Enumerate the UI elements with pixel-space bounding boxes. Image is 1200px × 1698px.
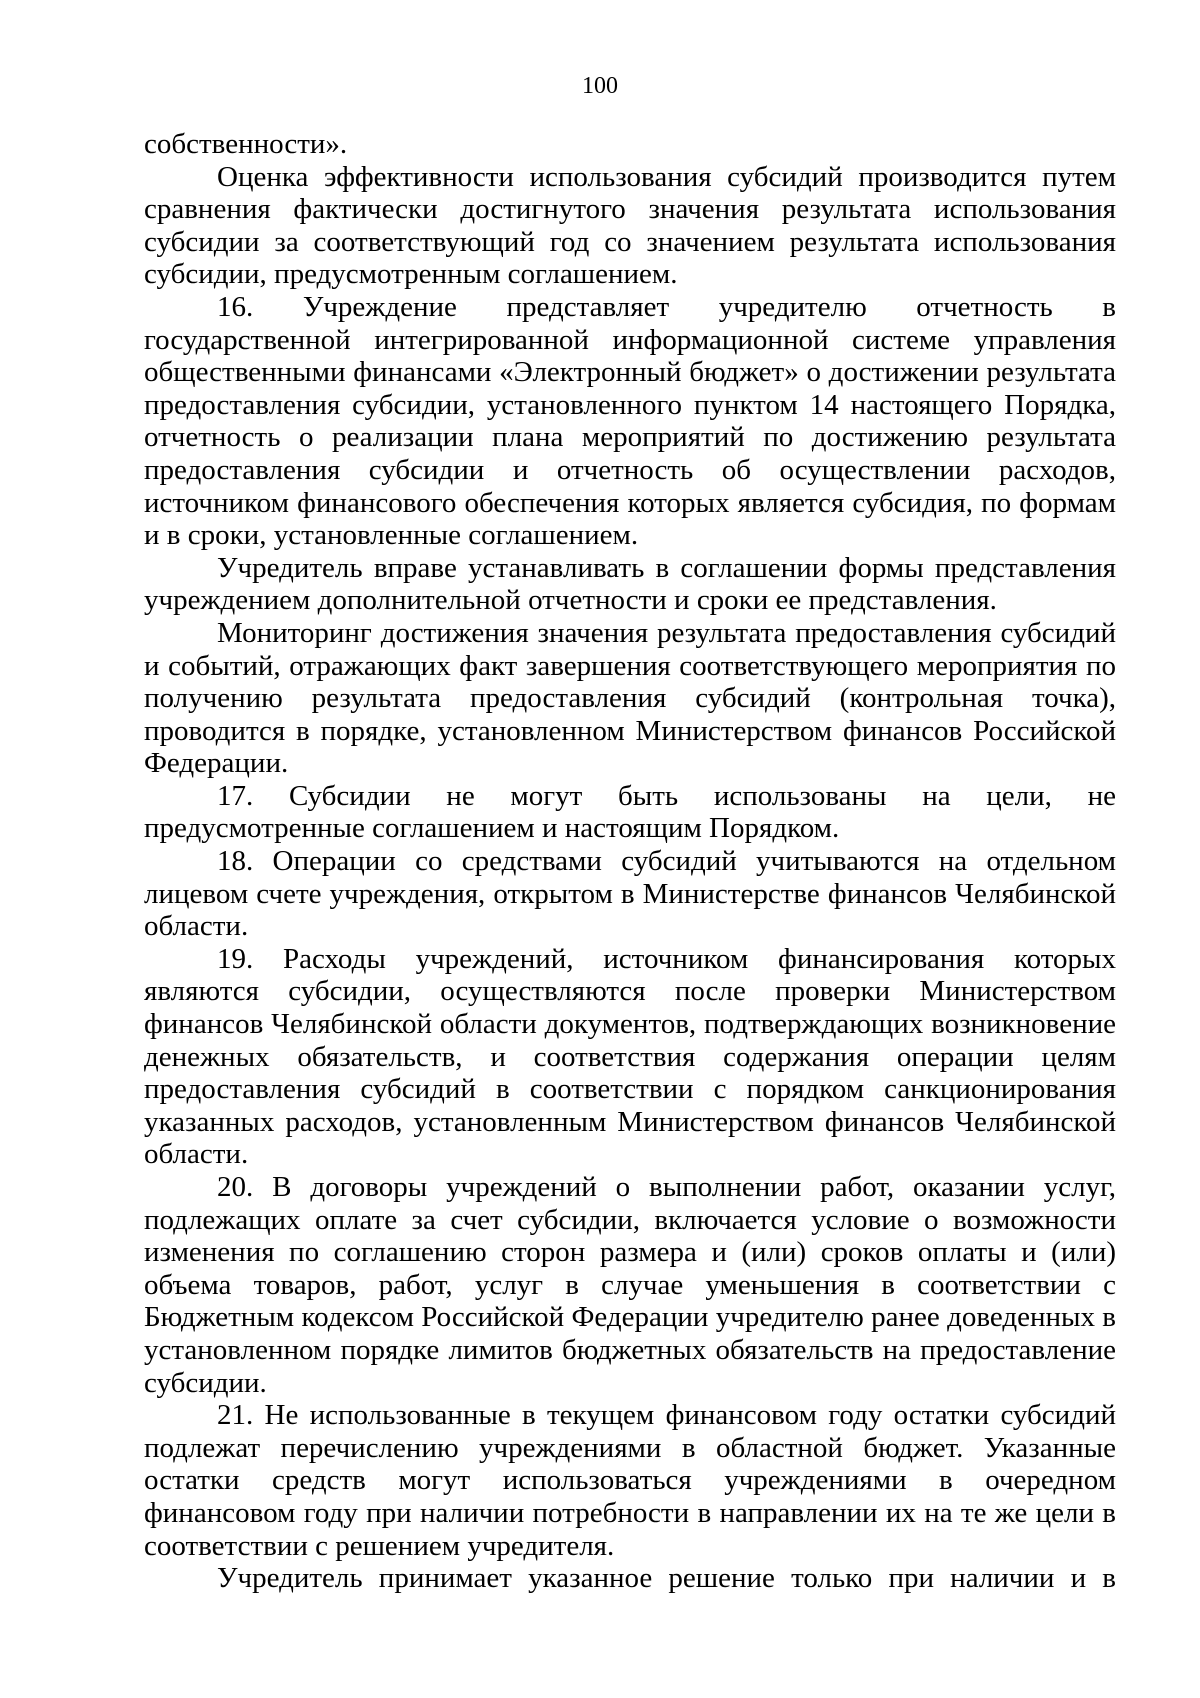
document-body (144, 128, 1116, 1595)
paragraph: 20. В договоры учреждений о выполнении работ, оказании услуг, подлежащих оплате за счет субсидии, включается условие о возможности изменения по соглашению сторон размера и (или) сроков оплаты и (или) объема товаров, работ, услуг в случае уменьшения в соответствии с Бюджетным кодексом Российской Федерации учредителю ранее доведенных в установленном порядке лимитов бюджетных обязательств на предоставление субсидии. (144, 1171, 1116, 1399)
paragraph: собственности». (144, 128, 348, 160)
paragraph: 21. Не использованные в текущем финансовом году остатки субсидий подлежат перечислению учреждениями в областной бюджет. Указанные остатки средств могут использоваться учреждениями в очередном финансовом году при наличии потребности в направлении их на те же цели в соответствии с решением учредителя. (144, 1399, 1116, 1562)
paragraph: Оценка эффективности использования субсидий производится путем сравнения фактически достигнутого значения результата использования субсидии за соответствующий год со значением результата использования субсидии, предусмотренным соглашением. (144, 160, 1116, 291)
paragraph: 19. Расходы учреждений, источником финансирования которых являются субсидии, осуществляются после проверки Министерством финансов Челябинской области документов, подтверждающих возникновение денежных обязательств, и соответствия содержания операции целям предоставления субсидий в соответствии с порядком санкционирования указанных расходов, установленным Министерством финансов Челябинской области. (144, 942, 1116, 1171)
paragraph: 16. Учреждение представляет учредителю отчетность в государственной интегрированной информационной системе управления общественными финансами «Электронный бюджет» о достижении результата предоставления субсидии, установленного пунктом 14 настоящего Порядка, отчетность о реализации плана мероприятий по достижению результата предоставления субсидии и отчетность об осуществлении расходов, источником финансового обеспечения которых является субсидия, по формам и в сроки, установленные соглашением. (144, 290, 1116, 552)
page-number: 100 (582, 73, 618, 99)
paragraph: Учредитель вправе устанавливать в соглашении формы представления учреждением дополнительной отчетности и сроки ее представления. (144, 551, 1116, 617)
paragraph: 17. Субсидии не могут быть использованы на цели, не предусмотренные соглашением и настоящим Порядком. (144, 779, 1116, 845)
paragraph: Учредитель принимает указанное решение только при наличии и в (217, 1562, 1116, 1595)
paragraph: Мониторинг достижения значения результата предоставления субсидий и событий, отражающих факт завершения соответствующего мероприятия по получению результата предоставления субсидий (контрольная точка), проводится в порядке, установленном Министерством финансов Российской Федерации. (144, 616, 1116, 780)
paragraph: 18. Операции со средствами субсидий учитываются на отдельном лицевом счете учреждения, открытом в Министерстве финансов Челябинской области. (144, 845, 1116, 943)
